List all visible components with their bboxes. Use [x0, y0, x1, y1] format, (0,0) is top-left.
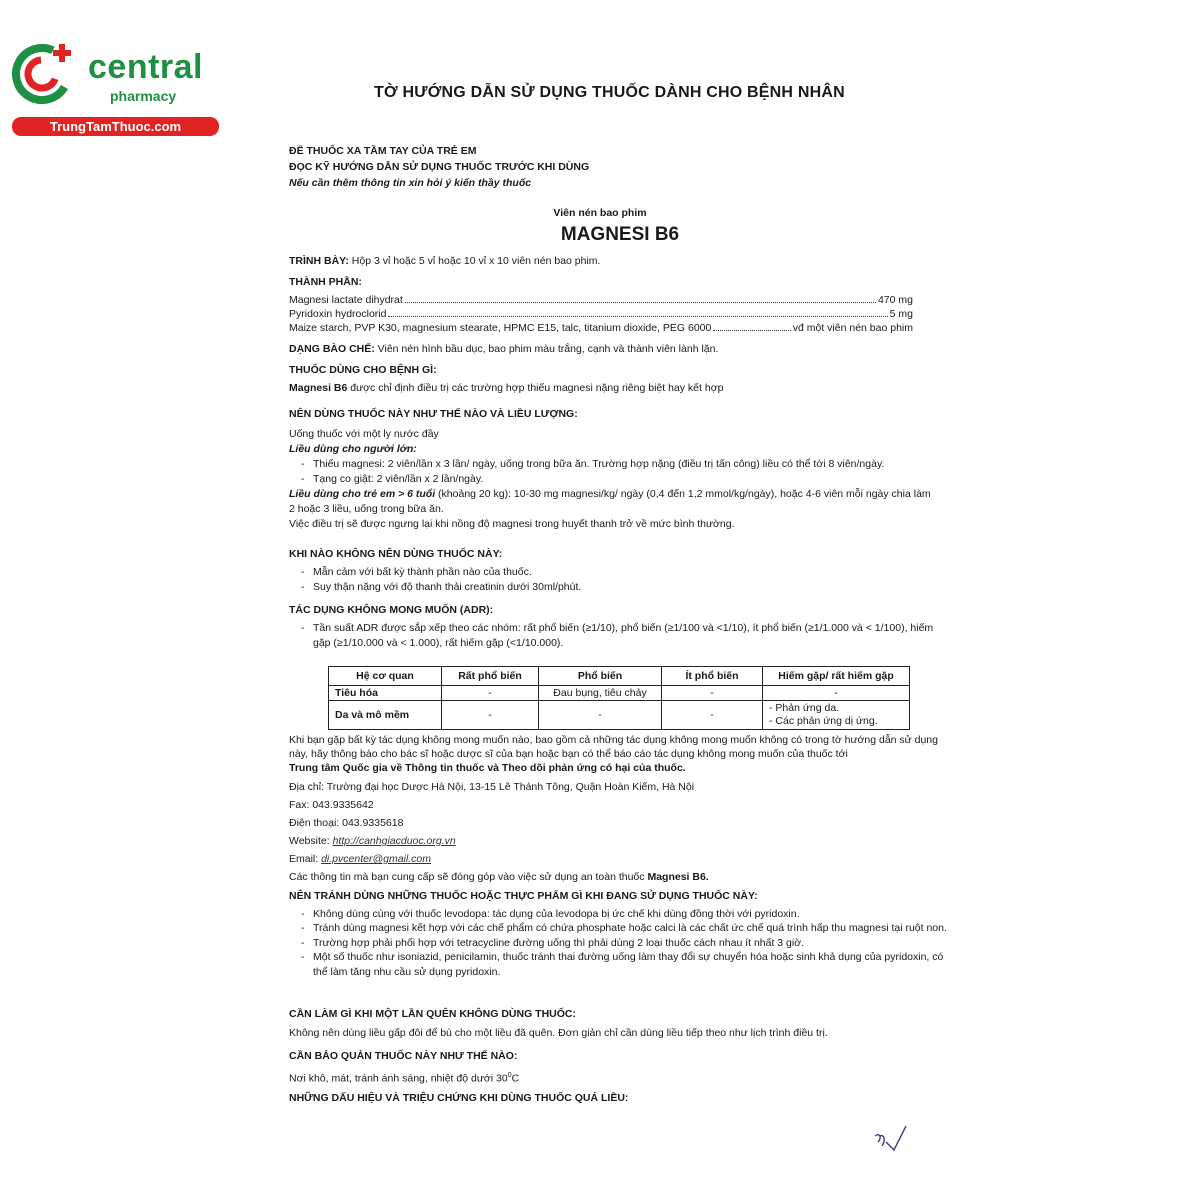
email-link[interactable]: di.pvcenter@gmail.com	[321, 853, 431, 865]
report-phone: Điện thoại: 043.9335618	[289, 817, 404, 829]
list-item: - Một số thuốc như isoniazid, penicilamin, thuốc tránh thai đường uống làm thay đổi sự chuyển hóa hoặc sinh khả dụng của pyridoxin, có thể làm tăng nhu cầu sử dụng pyridoxin.	[313, 950, 949, 979]
temp-unit: C	[511, 1072, 520, 1085]
list-item: - Tránh dùng magnesi kết hợp với các chế phẩm có chứa phosphate hoặc calci là các chất ức chế quá trình hấp thu magnesi tại ruột non.	[313, 921, 949, 936]
list-item: - Không dùng cùng với thuốc levodopa: tác dụng của levodopa bị ức chế khi dùng đồng thời với pyridoxin.	[313, 907, 949, 922]
table-header: Ít phổ biến	[662, 667, 763, 686]
child-text: (khoảng 20 kg): 10-30 mg magnesi/kg/ ngày (0,4 đến 1,2 mmol/kg/ngày), hoặc 4-6 viên mỗi ngày chia làm 2 hoặc 3 liều, uống trong bữa ăn.	[289, 488, 931, 515]
section-text: Hộp 3 vỉ hoặc 5 vỉ hoặc 10 vỉ x 10 viên nén bao phim.	[348, 255, 601, 267]
stop-text: Việc điều trị sẽ được ngưng lại khi nồng độ magnesi trong huyết thanh trở về mức bình thường.	[289, 518, 735, 530]
page-title: TỜ HƯỚNG DẪN SỬ DỤNG THUỐC DÀNH CHO BỆNH NHÂN	[374, 84, 845, 101]
handwritten-initials-icon	[872, 1124, 908, 1154]
section-text: Nơi khô, mát, tránh ánh sáng, nhiệt độ dưới 30	[289, 1072, 508, 1085]
section-label: THÀNH PHẦN:	[289, 276, 362, 288]
warning-line: ĐỂ THUỐC XA TẦM TAY CỦA TRẺ EM	[289, 145, 477, 157]
section-text: được chỉ định điều trị các trường hợp thiếu magnesi nặng riêng biệt hay kết hợp	[347, 382, 724, 394]
table-header-row	[329, 667, 910, 686]
table-cell: -	[662, 686, 763, 701]
table-cell: -	[662, 701, 763, 730]
section-label: DẠNG BÀO CHẾ:	[289, 343, 375, 355]
contraindications-section	[289, 547, 939, 595]
product-ref: Magnesi B6	[289, 382, 348, 394]
table-cell: Da và mô mềm	[329, 701, 442, 730]
section-label: CẦN BẢO QUẢN THUỐC NÀY NHƯ THẾ NÀO:	[289, 1050, 518, 1062]
contrib-text: Các thông tin mà bạn cung cấp sẽ đóng góp vào việc sử dụng an toàn thuốc	[289, 871, 648, 883]
section-text: Không nên dùng liều gấp đôi để bù cho một liều đã quên. Đơn giản chỉ cần dùng liều tiếp theo như lịch trình điều trị.	[289, 1027, 828, 1039]
table-cell: Tiêu hóa	[329, 686, 442, 701]
missed-dose-section	[289, 1007, 949, 1041]
report-text: Khi bạn gặp bất kỳ tác dụng không mong muốn nào, bao gồm cả những tác dụng không mong muốn không có trong tờ hướng dẫn sử dụng này, hãy thông báo cho bác sĩ hoặc dược sĩ của bạn hoặc bạn có thể báo cáo tác dụng không mong muốn của thuốc tới	[289, 734, 938, 760]
report-fax: Fax: 043.9335642	[289, 799, 374, 811]
overdose-section	[289, 1091, 939, 1106]
section-text: Viên nén hình bầu dục, bao phim màu trắng, cạnh và thành viên lành lặn.	[374, 343, 719, 355]
composition-row: Magnesi lactate dihydrat 470 mg	[289, 294, 913, 306]
website-link[interactable]: http://canhgiacduoc.org.vn	[332, 835, 456, 847]
table-row	[329, 701, 910, 730]
composition-row: Maize starch, PVP K30, magnesium stearate, HPMC E15, talc, titanium dioxide, PEG 6000 vđ một viên nén bao phim	[289, 322, 913, 334]
table-row	[329, 686, 910, 701]
interactions-section	[289, 889, 949, 979]
section-label: NÊN DÙNG THUỐC NÀY NHƯ THẾ NÀO VÀ LIỀU LƯỢNG:	[289, 408, 578, 420]
section-label: TRÌNH BÀY:	[289, 255, 349, 267]
list-item: - Suy thận nặng với độ thanh thải creatinin dưới 30ml/phút.	[313, 580, 939, 595]
table-cell: -	[763, 686, 910, 701]
table-cell: Đau bụng, tiêu chảy	[539, 686, 662, 701]
section-label: NHỮNG DẤU HIỆU VÀ TRIỆU CHỨNG KHI DÙNG THUỐC QUÁ LIỀU:	[289, 1092, 629, 1104]
presentation-section	[289, 254, 939, 269]
usage-intro: Uống thuốc với một ly nước đầy	[289, 428, 439, 440]
product-form: Viên nén bao phim	[553, 207, 647, 219]
section-label: TÁC DỤNG KHÔNG MONG MUỐN (ADR):	[289, 604, 494, 616]
brand-logo[interactable]	[10, 38, 220, 138]
adult-label: Liều dùng cho người lớn:	[289, 443, 417, 455]
composition-section	[289, 275, 913, 335]
table-cell: -	[539, 701, 662, 730]
usage-section	[289, 407, 939, 532]
composition-row: Pyridoxin hydroclorid 5 mg	[289, 308, 913, 320]
table-header: Rất phổ biến	[442, 667, 539, 686]
indication-section	[289, 363, 939, 396]
central-pharmacy-logo-icon	[10, 38, 80, 108]
child-label: Liều dùng cho trẻ em > 6 tuổi	[289, 488, 436, 500]
list-item: - Tạng co giật: 2 viên/lần x 2 lần/ngày.	[313, 472, 939, 487]
report-center: Trung tâm Quốc gia về Thông tin thuốc và Theo dõi phản ứng có hại của thuốc.	[289, 762, 686, 774]
table-header: Phổ biến	[539, 667, 662, 686]
table-cell: - Phản ứng da. - Các phản ứng dị ứng.	[763, 701, 910, 730]
brand-url[interactable]: TrungTamThuoc.com	[12, 117, 219, 136]
report-address: Địa chỉ: Trường đại học Dược Hà Nội, 13-15 Lê Thánh Tông, Quận Hoàn Kiếm, Hà Nội	[289, 781, 695, 793]
section-label: THUỐC DÙNG CHO BỆNH GÌ:	[289, 364, 437, 376]
list-item: - Mẫn cảm với bất kỳ thành phần nào của thuốc.	[313, 565, 939, 580]
warning-line: ĐỌC KỸ HƯỚNG DẪN SỬ DỤNG THUỐC TRƯỚC KHI DÙNG	[289, 161, 590, 173]
adr-table	[328, 666, 910, 730]
warnings	[289, 143, 589, 191]
storage-section	[289, 1049, 939, 1087]
dosage-form-section	[289, 342, 939, 357]
adr-section	[289, 603, 939, 651]
brand-name: central	[88, 48, 203, 86]
list-item: - Trường hợp phải phối hợp với tetracycline đường uống thì phải dùng 2 loại thuốc cách nhau ít nhất 3 giờ.	[313, 936, 949, 951]
report-section: Khi bạn gặp bất kỳ tác dụng không mong muốn nào, bao gồm cả những tác dụng không mong muốn không có trong tờ hướng dẫn sử dụng này, hãy thông báo cho bác sĩ hoặc dược sĩ của bạn hoặc bạn có thể báo cáo tác dụng không mong muốn của thuốc tới Trung tâm Quốc gia về Thông tin thuốc và Theo dõi phản ứng có hại của thuốc. Địa chỉ: Trường đại học Dược Hà Nội, 13-15 Lê Thánh Tông, Quận Hoàn Kiếm, Hà Nội Fax: 043.9335642 Điện thoại: 043.9335618 Website: http://canhgiacduoc.org.vn Email: di.pvcenter@gmail.com Các thông tin mà bạn cung cấp sẽ đóng góp vào việc sử dụng an toàn thuốc Magnesi B6.	[289, 733, 954, 884]
product-name: MAGNESI B6	[560, 224, 680, 245]
table-header: Hệ cơ quan	[329, 667, 442, 686]
degree-sup: 0	[507, 1072, 512, 1079]
table-cell: -	[442, 701, 539, 730]
warning-line: Nếu cần thêm thông tin xin hỏi ý kiến thầy thuốc	[289, 177, 532, 189]
brand-sub: pharmacy	[110, 88, 177, 104]
section-label: CẦN LÀM GÌ KHI MỘT LẦN QUÊN KHÔNG DÙNG THUỐC:	[289, 1008, 576, 1020]
product-ref: Magnesi B6.	[647, 871, 709, 883]
list-item: - Tần suất ADR được sắp xếp theo các nhóm: rất phổ biến (≥1/10), phổ biến (≥1/100 và <1/10), ít phổ biến (≥1/1.000 và < 1/100), hiếm gặp (≥1/10.000 và < 1.000), rất hiếm gặp (<1/10.000).	[313, 621, 939, 651]
section-label: NÊN TRÁNH DÙNG NHỮNG THUỐC HOẶC THỰC PHẨM GÌ KHI ĐANG SỬ DỤNG THUỐC NÀY:	[289, 890, 758, 902]
list-item: - Thiếu magnesi: 2 viên/lần x 3 lần/ ngày, uống trong bữa ăn. Trường hợp nặng (điều trị tấn công) liều có thể tới 8 viên/ngày.	[313, 457, 939, 472]
table-cell: -	[442, 686, 539, 701]
section-label: KHI NÀO KHÔNG NÊN DÙNG THUỐC NÀY:	[289, 548, 503, 560]
table-header: Hiếm gặp/ rất hiếm gặp	[763, 667, 910, 686]
